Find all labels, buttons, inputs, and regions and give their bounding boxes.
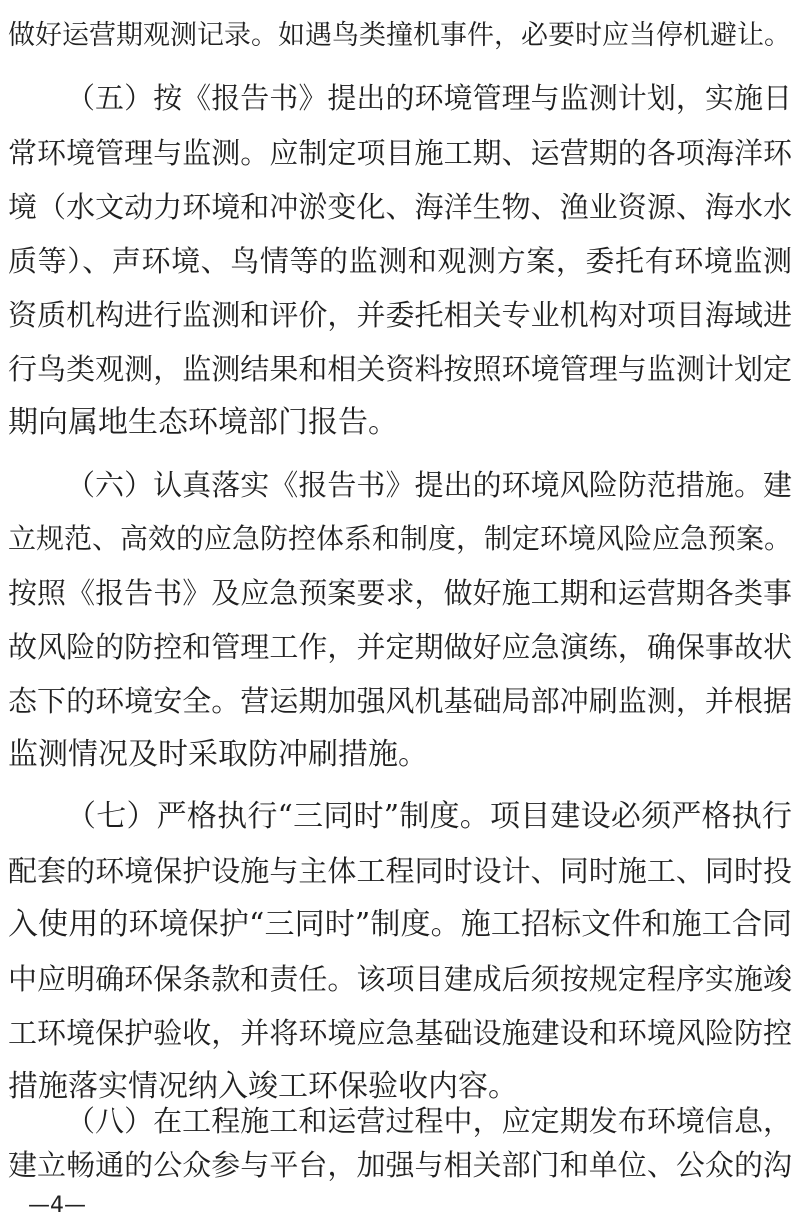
text-line-1: 做好运营期观测记录。如遇鸟类撞机事件，必要时应当停机避让。 [8,20,791,51]
text-line-9: （六）认真落实《报告书》提出的环境风险防范措施。建 [66,468,792,502]
text-line-11: 按照《报告书》及应急预案要求，做好施工期和运营期各类事 [8,576,792,610]
text-line-2: （五）按《报告书》提出的环境管理与监测计划，实施日 [66,81,792,115]
text-line-14: 监测情况及时采取防冲刷措施。 [8,737,428,772]
text-line-22: 建立畅通的公众参与平台，加强与相关部门和单位、公众的沟 [8,1148,792,1182]
text-line-21: （八）在工程施工和运营过程中，应定期发布环境信息， [66,1104,792,1138]
text-line-13: 态下的环境安全。营运期加强风机基础局部冲刷监测，并根据 [8,684,792,718]
text-line-10: 立规范、高效的应急防控体系和制度，制定环境风险应急预案。 [8,522,793,555]
text-line-8: 期向属地生态环境部门报告。 [8,405,398,440]
text-line-18: 中应明确环保条款和责任。该项目建成后须按规定程序实施竣 [8,962,792,996]
text-line-17: 入使用的环境保护“三同时”制度。施工招标文件和施工合同 [8,907,792,942]
page-number: —4— [28,1193,86,1218]
text-line-3: 常环境管理与监测。应制定项目施工期、运营期的各项海洋环 [8,136,792,170]
text-line-5: 质等）、声环境、鸟情等的监测和观测方案，委托有环境监测 [8,244,792,278]
text-line-12: 故风险的防控和管理工作，并定期做好应急演练，确保事故状 [8,630,792,664]
text-line-15: （七）严格执行“三同时”制度。项目建设必须严格执行 [66,799,792,834]
text-line-16: 配套的环境保护设施与主体工程同时设计、同时施工、同时投 [8,854,792,888]
text-line-20: 措施落实情况纳入竣工环保验收内容。 [8,1069,518,1104]
text-line-7: 行鸟类观测，监测结果和相关资料按照环境管理与监测计划定 [8,352,792,386]
text-line-6: 资质机构进行监测和评价，并委托相关专业机构对项目海域进 [8,298,792,332]
text-line-19: 工环境保护验收，并将环境应急基础设施建设和环境风险防控 [8,1016,792,1050]
text-line-4: 境（水文动力环境和冲淤变化、海洋生物、渔业资源、海水水 [8,190,792,224]
